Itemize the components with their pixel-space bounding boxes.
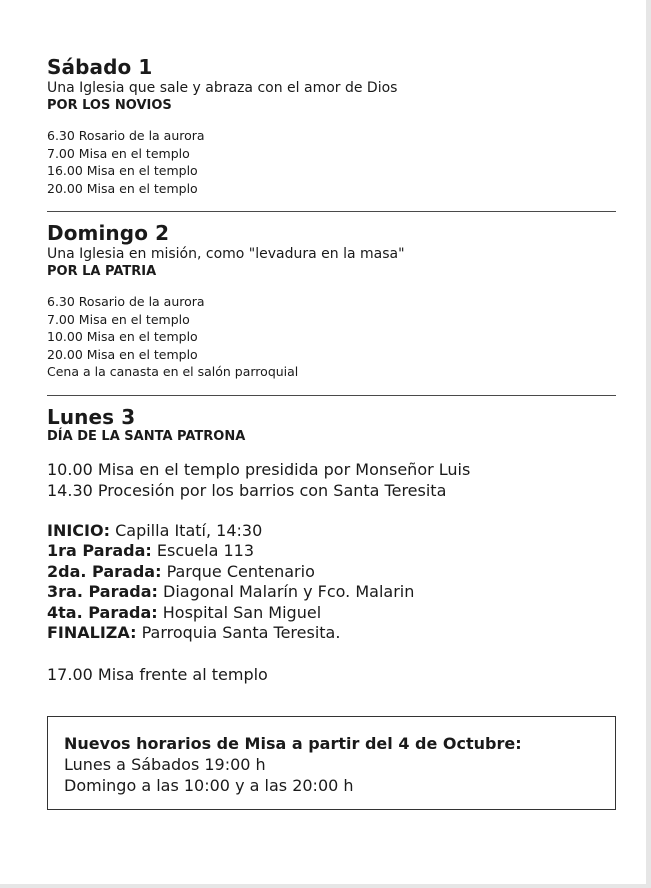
notice-title: Nuevos horarios de Misa a partir del 4 de Octubre:	[64, 734, 522, 754]
route-stop	[47, 521, 616, 542]
route-stop	[47, 541, 616, 562]
schedule-item: 10.00 Misa en el templo	[47, 329, 198, 344]
day-subtitle: Una Iglesia que sale y abraza con el amor de Dios	[47, 80, 398, 96]
route-stop-place: Escuela 113	[156, 541, 255, 561]
schedule-list	[47, 127, 616, 197]
section-divider	[47, 211, 616, 212]
event-item: 14.30 Procesión por los barrios con Santa Teresita	[47, 480, 447, 500]
route-stop-place: Parque Centenario	[166, 561, 315, 581]
route-stop	[47, 582, 616, 603]
day-heading: Sábado 1	[47, 55, 153, 79]
procession-route	[47, 521, 616, 645]
route-stop-place: Hospital San Miguel	[162, 602, 322, 622]
schedule-item: 7.00 Misa en el templo	[47, 145, 190, 161]
notice-line: Domingo a las 10:00 y a las 20:00 h	[64, 776, 354, 796]
final-event: 17.00 Misa frente al templo	[47, 665, 268, 685]
day-heading: Lunes 3	[47, 404, 136, 429]
schedule-item: 16.00 Misa en el templo	[47, 163, 198, 178]
day-intention: POR LA PATRIA	[47, 264, 157, 279]
route-stop	[47, 562, 616, 583]
section-divider	[47, 395, 616, 396]
route-stop-label: INICIO:	[47, 520, 110, 540]
route-stop-label: 2da. Parada:	[47, 561, 162, 581]
schedule-item: Cena a la canasta en el salón parroquial	[47, 364, 299, 379]
schedule-item: 20.00 Misa en el templo	[47, 346, 198, 362]
day-heading: Domingo 2	[47, 221, 170, 245]
notice-line: Lunes a Sábados 19:00 h	[64, 755, 266, 775]
schedule-item: 6.30 Rosario de la aurora	[47, 128, 205, 143]
new-schedule-notice	[47, 716, 616, 810]
day-intention: POR LOS NOVIOS	[47, 98, 172, 113]
event-item: 10.00 Misa en el templo presidida por Monseñor Luis	[47, 459, 471, 479]
schedule-item: 6.30 Rosario de la aurora	[47, 294, 205, 309]
route-stop	[47, 603, 616, 624]
main-events	[47, 459, 616, 501]
schedule-item: 7.00 Misa en el templo	[47, 311, 190, 327]
schedule-document	[47, 56, 616, 810]
route-stop-label: FINALIZA:	[47, 623, 137, 643]
route-stop-place: Diagonal Malarín y Fco. Malarin	[163, 582, 415, 602]
schedule-list	[47, 293, 616, 381]
route-stop-label: 3ra. Parada:	[47, 582, 158, 602]
route-stop-label: 1ra Parada:	[47, 541, 152, 561]
route-stop	[47, 623, 616, 644]
section-domingo	[47, 222, 616, 381]
schedule-item: 20.00 Misa en el templo	[47, 180, 198, 196]
section-sabado	[47, 56, 616, 197]
day-intention: DÍA DE LA SANTA PATRONA	[47, 428, 246, 444]
day-subtitle: Una Iglesia en misión, como "levadura en la masa"	[47, 246, 405, 262]
route-stop-place: Parroquia Santa Teresita.	[141, 623, 341, 643]
route-stop-place: Capilla Itatí, 14:30	[115, 520, 263, 540]
route-stop-label: 4ta. Parada:	[47, 602, 158, 622]
section-lunes	[47, 406, 616, 686]
